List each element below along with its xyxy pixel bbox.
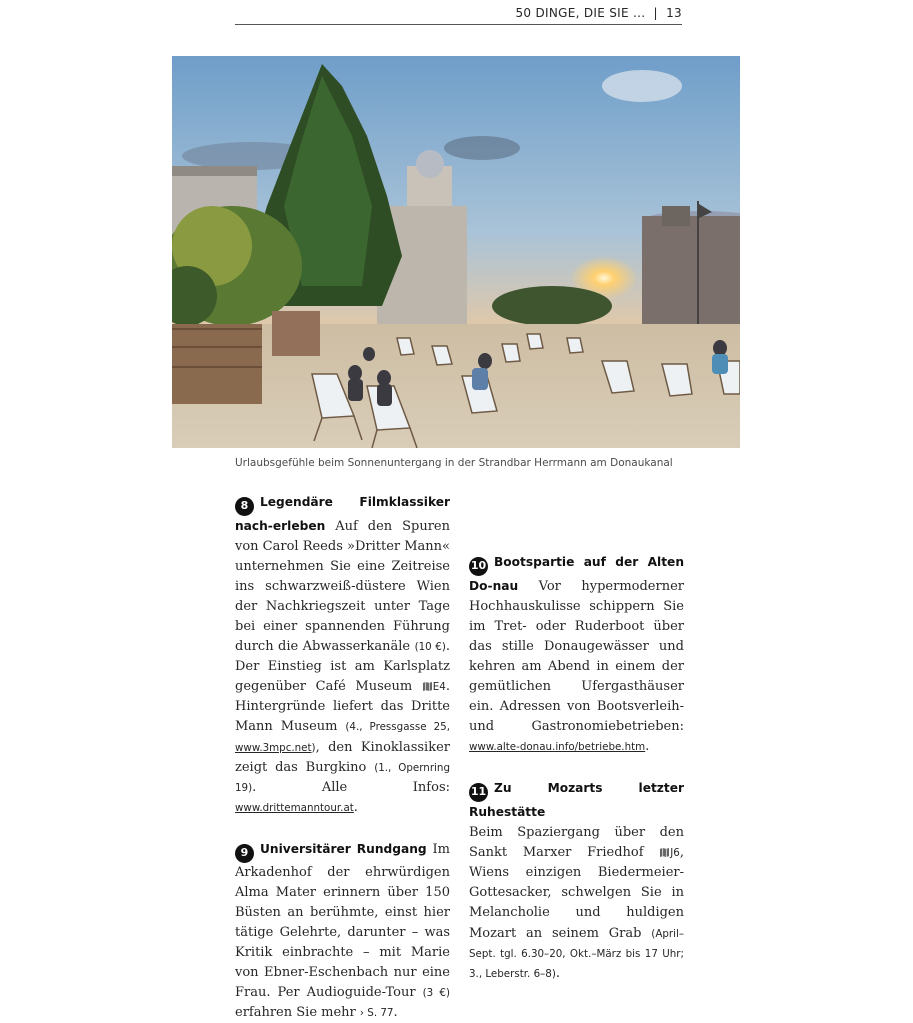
text-column-right	[469, 552, 684, 984]
item-10-body-2: .	[645, 739, 650, 755]
running-title: 50 DINGE, DIE SIE ...	[515, 6, 646, 20]
item-8-address-2: (1., Opernring 19)	[235, 761, 450, 794]
item-9-title: Universitärer Rundgang	[260, 841, 427, 856]
item-11-body-1: Beim Spaziergang über den Sankt Marxer Friedhof	[469, 825, 684, 861]
item-11-body-3: .	[555, 965, 561, 981]
item-8-map-ref: E4	[432, 681, 446, 694]
item-8-body-1: Auf den Spuren von Carol Reeds »Dritter Mann« unternehmen Sie eine Zeitreise ins schwarzweiß-düstere Wien der Nachkriegszeit unter Tage bei einer spannenden Führung durch die Abwasserkanäle	[235, 518, 451, 655]
item-8-address-1: (4., Pressgasse 25,	[345, 721, 450, 734]
item-10-body-1: Vor hypermoderner Hochhauskulisse schippern Sie im Tret- oder Ruderboot über das stille Donaugewässer und kehren am Abend in einem der gemütlichen Ufergasthäuser ein. Adressen von Bootsverleih- und Gastronomiebetrieben:	[469, 578, 684, 735]
item-9-body-3: .	[393, 1005, 398, 1021]
page-number: 13	[666, 6, 682, 20]
item-11-body-2: , Wiens einzigen Biedermeier-Gottesacker, schwelgen Sie in Melancholie und huldigen Mozart an seinem Grab	[469, 845, 684, 941]
item-8-body-6: .	[353, 799, 358, 815]
item-8-body-3: . Hintergründe liefert das Dritte Mann Museum	[235, 679, 450, 735]
item-9	[235, 839, 450, 1023]
header-separator: |	[653, 6, 658, 20]
beach-bar-sunset-photo	[172, 56, 740, 448]
number-badge-10: 10	[469, 557, 488, 576]
link-drittemanntour[interactable]: www.drittemanntour.at	[235, 801, 354, 814]
item-9-body-1: Im Arkadenhof der ehrwürdigen Alma Mater erinnern über 150 Büsten an berühmte, einst hier tätige Gelehrte, darunter – was Kritik einbrachte – mit Marie von Ebner-Eschenbach nur eine Frau. Per Audioguide-Tour	[235, 841, 450, 1001]
item-11	[469, 778, 684, 983]
item-11-hours: (April–Sept. tgl. 6.30–20, Okt.–März bis 17 Uhr; 3., Leberstr. 6–8)	[469, 927, 684, 980]
item-9-price: (3 €)	[422, 987, 450, 1000]
item-10	[469, 552, 684, 757]
map-icon	[660, 848, 669, 857]
number-badge-11: 11	[469, 783, 488, 802]
link-3mpc[interactable]: www.3mpc.net	[235, 741, 312, 754]
item-8-body-5: . Alle Infos:	[252, 779, 450, 795]
item-8-address-1-end: )	[311, 741, 316, 754]
number-badge-8: 8	[235, 497, 254, 516]
item-9-page-ref[interactable]: › S. 77	[359, 1007, 394, 1020]
item-9-body-2: erfahren Sie mehr	[235, 1005, 360, 1021]
item-8	[235, 492, 450, 818]
item-8-body-4: , den Kinoklassiker zeigt das Burgkino	[235, 739, 450, 775]
paragraph-gap	[235, 818, 450, 839]
number-badge-9: 9	[235, 844, 254, 863]
photo-caption: Urlaubsgefühle beim Sonnenuntergang in der Strandbar Herrmann am Donaukanal	[235, 457, 673, 469]
paragraph-gap	[469, 757, 684, 778]
link-alte-donau[interactable]: www.alte-donau.info/betriebe.htm	[469, 741, 646, 754]
text-column-left	[235, 492, 450, 1023]
running-header	[235, 6, 682, 25]
item-8-body-2: . Der Einstieg ist am Karlsplatz gegenüber Café Museum	[235, 639, 450, 695]
item-8-title-part-2: erleben	[272, 518, 326, 533]
item-10-title-part-2: nau	[492, 578, 519, 593]
item-10-title-part-1: Bootspartie auf der Alten Do-	[469, 555, 684, 593]
item-11-map-ref: J6	[670, 847, 680, 860]
item-8-price: (10 €)	[414, 641, 446, 654]
running-header-text	[515, 6, 682, 20]
item-11-title: Zu Mozarts letzter Ruhestätte	[469, 781, 684, 819]
item-8-title-part-1: Legendäre Filmklassiker nach-	[235, 495, 450, 533]
map-icon	[423, 682, 432, 691]
